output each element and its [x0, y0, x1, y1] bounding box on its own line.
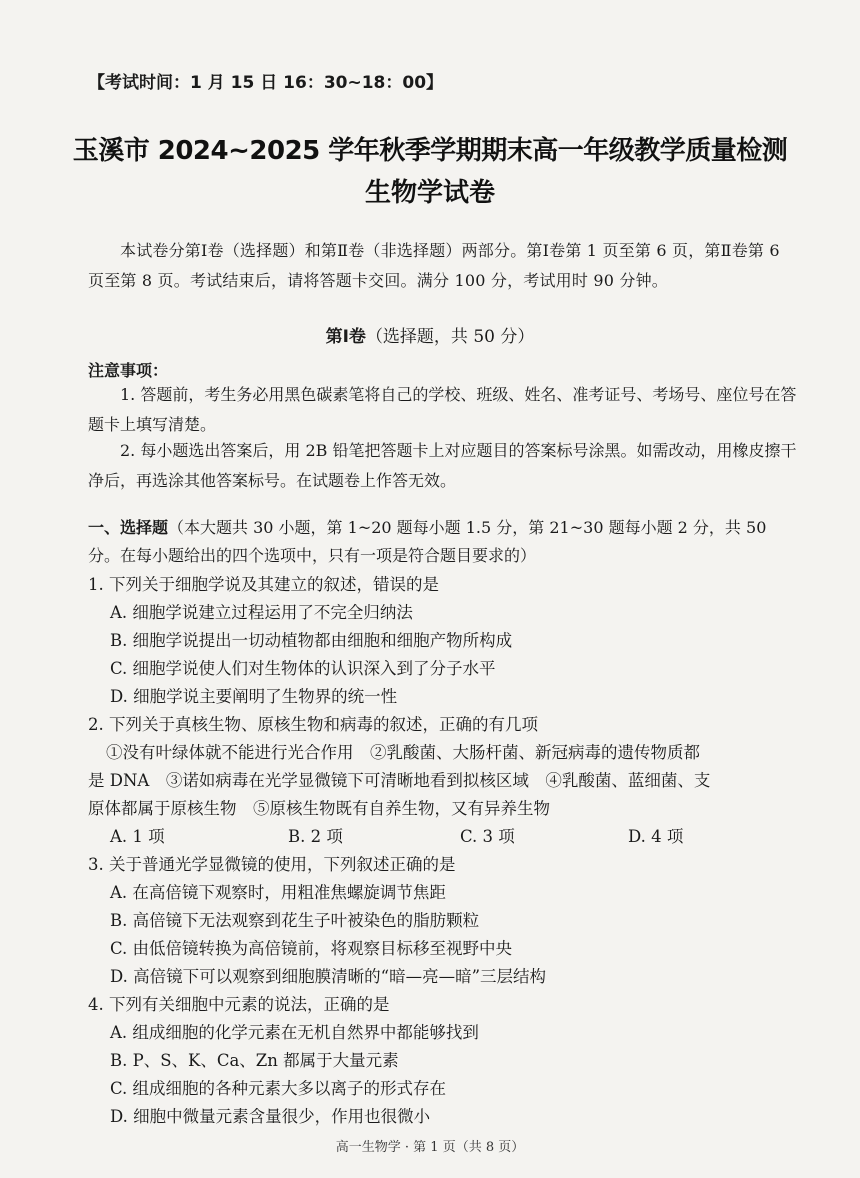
q2-option-c: C. 3 项 — [460, 827, 515, 846]
q4-option-d: D. 细胞中微量元素含量很少，作用也很微小 — [110, 1107, 431, 1126]
section-desc: （本大题共 30 小题，第 1~20 题每小题 1.5 分，第 21~30 题每小题 2 分，共 50 分。在每小题给出的四个选项中，只有一项是符合题目要求的） — [88, 518, 767, 565]
notice-title: 注意事项： — [88, 361, 169, 380]
q2-option-b: B. 2 项 — [288, 827, 343, 846]
q1-option-a: A. 细胞学说建立过程运用了不完全归纳法 — [110, 603, 413, 622]
notice-item-1: 1. 答题前，考生务必用黑色碳素笔将自己的学校、班级、姓名、准考证号、考场号、座位号在答题卡上填写清楚。 — [88, 385, 797, 434]
q4-stem: 4. 下列有关细胞中元素的说法，正确的是 — [88, 995, 390, 1014]
q2-options — [110, 823, 750, 847]
exam-title: 玉溪市 2024~2025 学年秋季学期期末高一年级教学质量检测 — [72, 136, 788, 166]
exam-time-note: 【考试时间：1 月 15 日 16：30~18：00】 — [88, 73, 444, 93]
q3-option-d: D. 高倍镜下可以观察到细胞膜清晰的“暗—亮—暗”三层结构 — [110, 967, 547, 986]
q2-stem: 2. 下列关于真核生物、原核生物和病毒的叙述，正确的有几项 — [88, 715, 538, 734]
q3-option-c: C. 由低倍镜转换为高倍镜前，将观察目标移至视野中央 — [110, 939, 513, 958]
section-heading — [88, 514, 800, 570]
q3-stem: 3. 关于普通光学显微镜的使用，下列叙述正确的是 — [88, 855, 456, 874]
q2-statements-line3: 原体都属于原核生物 ⑤原核生物既有自养生物，又有异养生物 — [88, 799, 550, 818]
q2-statements-line2: 是 DNA ③诺如病毒在光学显微镜下可清晰地看到拟核区域 ④乳酸菌、蓝细菌、支 — [88, 771, 711, 790]
intro-paragraph: 本试卷分第Ⅰ卷（选择题）和第Ⅱ卷（非选择题）两部分。第Ⅰ卷第 1 页至第 6 页，第Ⅱ卷第 6 页至第 8 页。考试结束后，请将答题卡交回。满分 100 分，考试用时 90 分钟。 — [88, 241, 780, 290]
q4-option-b: B. P、S、K、Ca、Zn 都属于大量元素 — [110, 1051, 399, 1070]
exam-subtitle: 生物学试卷 — [364, 178, 495, 208]
q1-stem: 1. 下列关于细胞学说及其建立的叙述，错误的是 — [88, 575, 439, 594]
q1-option-b: B. 细胞学说提出一切动植物都由细胞和细胞产物所构成 — [110, 631, 513, 650]
q3-option-a: A. 在高倍镜下观察时，用粗准焦螺旋调节焦距 — [110, 883, 446, 902]
q4-option-c: C. 组成细胞的各种元素大多以离子的形式存在 — [110, 1079, 447, 1098]
q3-option-b: B. 高倍镜下无法观察到花生子叶被染色的脂肪颗粒 — [110, 911, 480, 930]
q1-option-d: D. 细胞学说主要阐明了生物界的统一性 — [110, 687, 398, 706]
q1-option-c: C. 细胞学说使人们对生物体的认识深入到了分子水平 — [110, 659, 496, 678]
notice-item-2: 2. 每小题选出答案后，用 2B 铅笔把答题卡上对应题目的答案标号涂黑。如需改动，用橡皮擦干净后，再选涂其他答案标号。在试题卷上作答无效。 — [88, 441, 797, 490]
q4-option-a: A. 组成细胞的化学元素在无机自然界中都能够找到 — [110, 1023, 479, 1042]
part1-desc: （选择题，共 50 分） — [365, 327, 535, 347]
q2-option-d: D. 4 项 — [628, 827, 684, 846]
q2-option-a: A. 1 项 — [110, 827, 165, 846]
page-footer: 高一生物学 · 第 1 页（共 8 页） — [335, 1140, 525, 1155]
section-label: 一、选择题 — [88, 518, 169, 537]
q2-statements-line1: ①没有叶绿体就不能进行光合作用 ②乳酸菌、大肠杆菌、新冠病毒的遗传物质都 — [106, 743, 700, 762]
part1-label: 第Ⅰ卷 — [325, 327, 366, 347]
part1-heading — [0, 322, 860, 347]
